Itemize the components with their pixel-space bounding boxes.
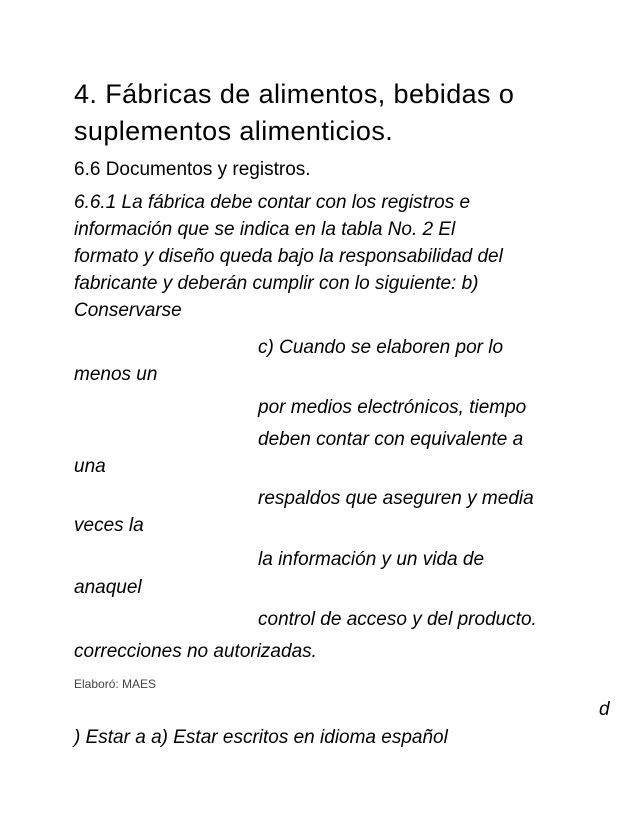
- left-column-line: una: [74, 456, 106, 477]
- right-column-line: deben contar con equivalente a: [258, 429, 524, 450]
- section-title: 6.6 Documentos y registros.: [74, 159, 311, 180]
- stray-letter: d: [599, 699, 610, 720]
- left-column-line: veces la: [74, 515, 144, 536]
- left-column-line: menos un: [74, 364, 158, 385]
- paragraph-line: Conservarse: [74, 300, 182, 321]
- right-column-line: c) Cuando se elaboren por lo: [258, 337, 504, 358]
- right-column-line: la información y un vida de: [258, 549, 485, 570]
- left-column-line: anaquel: [74, 577, 142, 598]
- paragraph-line: información que se indica en la tabla No. 2 El: [74, 219, 456, 240]
- right-column-line: por medios electrónicos, tiempo: [258, 397, 527, 418]
- last-line: ) Estar a a) Estar escritos en idioma español: [74, 727, 448, 748]
- footer-credit: Elaboró: MAES: [74, 677, 157, 691]
- paragraph-line: 6.6.1 La fábrica debe contar con los registros e: [74, 192, 471, 213]
- left-column-line: correcciones no autorizadas.: [74, 641, 317, 662]
- paragraph-line: formato y diseño queda bajo la responsabilidad del: [74, 246, 503, 267]
- heading-line-2: suplementos alimenticios.: [74, 116, 394, 146]
- paragraph-line: fabricante y deberán cumplir con lo siguiente: b): [74, 273, 479, 294]
- right-column-line: respaldos que aseguren y media: [258, 488, 534, 509]
- heading-line-1: 4. Fábricas de alimentos, bebidas o: [74, 79, 515, 109]
- right-column-line: control de acceso y del producto.: [258, 609, 537, 630]
